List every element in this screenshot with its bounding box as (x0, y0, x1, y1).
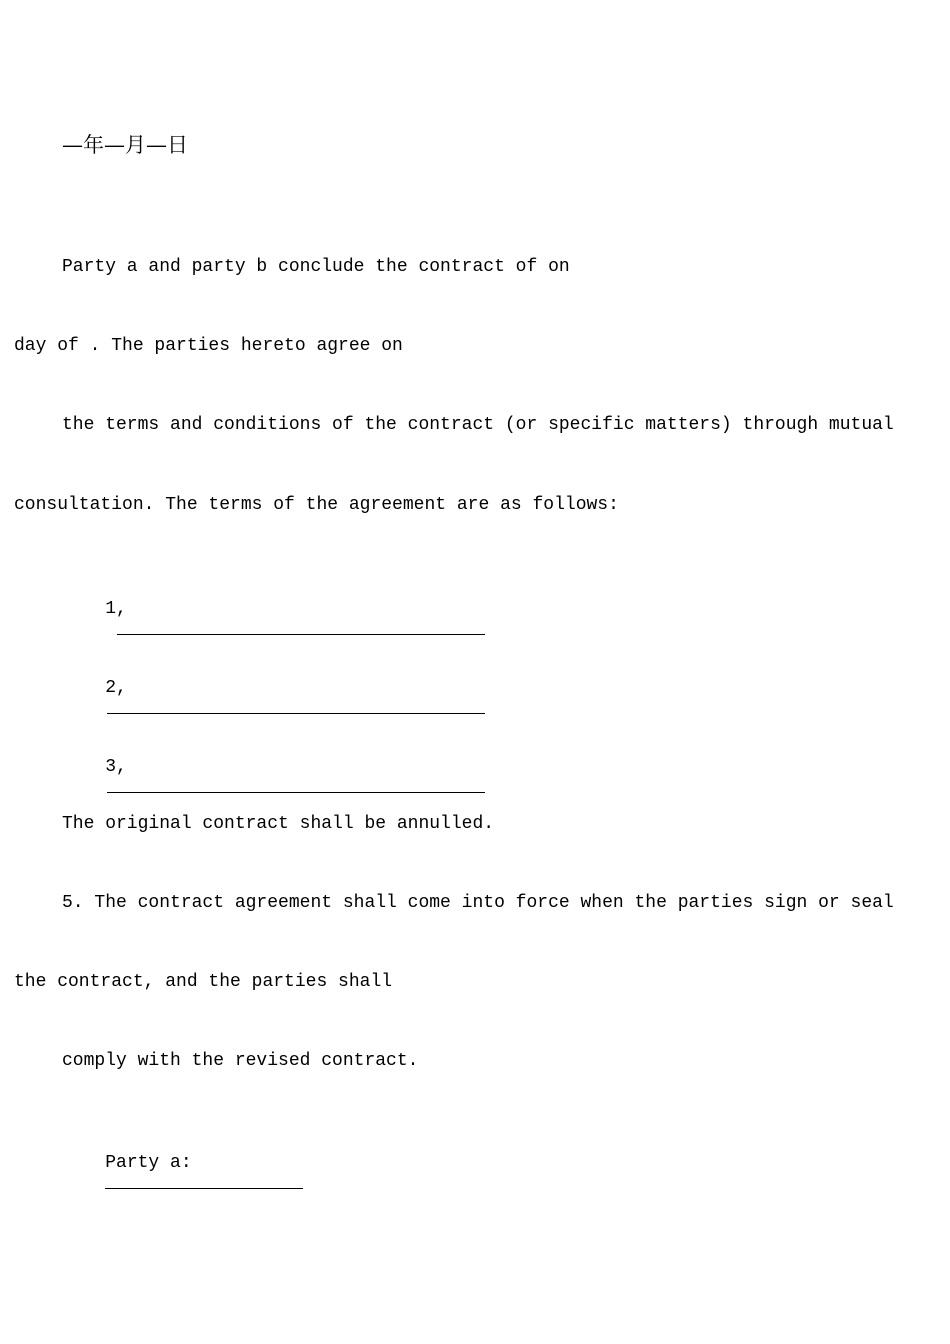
intro-line-2: day of . The parties hereto agree on (14, 336, 403, 356)
intro-line-1: Party a and party b conclude the contract of on (62, 257, 570, 277)
item-3 (62, 734, 485, 822)
item-1-blank[interactable] (117, 620, 485, 635)
item-1 (62, 576, 485, 664)
clause-5-line-3: comply with the revised contract. (62, 1051, 419, 1071)
date-line: —年—月—日 (62, 133, 188, 157)
item-3-blank[interactable] (107, 778, 485, 793)
intro-line-3: the terms and conditions of the contract (or specific matters) through mutual (62, 415, 894, 435)
clause-5-line-1: 5. The contract agreement shall come into force when the parties sign or seal (62, 893, 894, 913)
intro-line-4: consultation. The terms of the agreement are as follows: (14, 495, 619, 515)
item-2-number: 2, (105, 678, 127, 698)
item-1-number: 1, (105, 599, 127, 619)
item-2-blank[interactable] (107, 699, 485, 714)
item-2 (62, 655, 485, 743)
party-a-blank[interactable] (105, 1174, 303, 1189)
clause-5-line-2: the contract, and the parties shall (14, 972, 393, 992)
party-a-label: Party a: (105, 1153, 192, 1173)
item-3-number: 3, (105, 757, 127, 777)
annul-line: The original contract shall be annulled. (62, 814, 495, 834)
party-a-signature (62, 1130, 303, 1218)
